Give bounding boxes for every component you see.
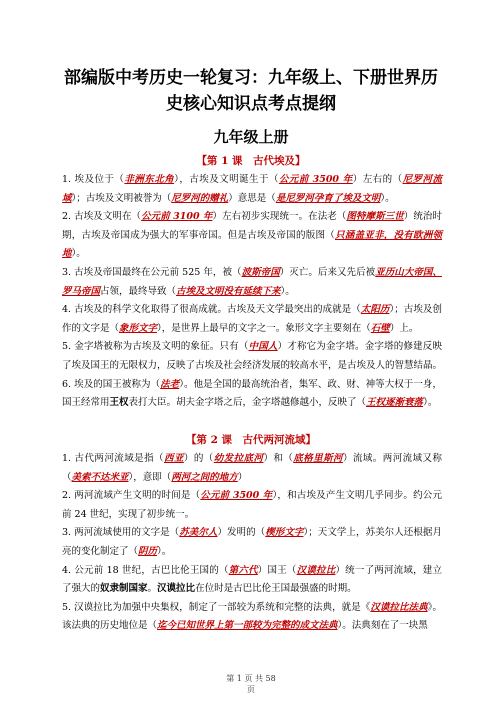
key-term-highlight: 图特摩斯三世 — [346, 211, 404, 223]
key-point-paragraph — [62, 524, 442, 561]
key-term-highlight: 太阳历 — [360, 304, 390, 316]
body-text: ）和（ — [263, 453, 294, 464]
section-heading-lesson-2: 【第 2 课 古代两河流域】 — [185, 434, 317, 446]
body-text: ）；古埃及文明被誉为（ — [71, 192, 172, 204]
body-text: ）。他是全国的最高统治者，集军、政、财、神等大权于一身，国王经常用 — [62, 378, 442, 409]
key-term-highlight: 王权逐渐衰落 — [366, 397, 424, 409]
key-term-highlight: 是尼罗河孕育了埃及文明 — [275, 192, 381, 204]
key-point-paragraph — [62, 562, 442, 599]
key-point-paragraph — [62, 171, 442, 208]
body-text: ）。 — [280, 285, 295, 297]
body-text: ）左右的（ — [352, 174, 403, 185]
body-text: ）左右初步实现统一。在法老（ — [212, 211, 347, 223]
page-footer — [0, 673, 502, 695]
key-term-highlight: 只涵盖亚非，没有欧洲领地 — [62, 229, 442, 260]
key-term-highlight: 汉谟拉比法典 — [370, 601, 428, 613]
key-point-paragraph — [62, 487, 442, 524]
body-text: 5. 金字塔被称为古埃及文明的象征。只有（ — [62, 341, 249, 353]
body-text: 2. 古埃及文明在（ — [62, 211, 142, 223]
body-text: ）灭亡。后来又先后被 — [279, 266, 376, 278]
key-term-highlight: 美索不达米亚 — [71, 471, 129, 483]
body-text: 5. 汉谟拉比为加强中央集权，制定了一部较为系统和完整的法典，就是《 — [62, 601, 371, 613]
body-text: 1. 埃及位于（ — [62, 174, 125, 185]
lesson-1-points — [62, 171, 442, 413]
key-term-highlight: 尼罗河流域 — [62, 174, 442, 204]
key-term-highlight: 波斯帝国 — [241, 266, 280, 278]
page-number-suffix: 页 — [247, 685, 255, 694]
key-term-highlight: 法老 — [160, 378, 180, 390]
body-text: 2. 两河流域产生文明的时间是（ — [62, 490, 201, 502]
key-term-highlight: 西亚 — [164, 453, 184, 464]
body-text: ）上。 — [389, 322, 419, 334]
key-term-highlight: 非洲东北角 — [124, 174, 175, 185]
key-term-highlight: 第六代 — [228, 564, 258, 576]
body-text: 4. 公元前 18 世纪，古巴比伦王国的（ — [62, 564, 229, 576]
body-text: ）。 — [157, 545, 172, 557]
key-point-paragraph — [62, 599, 442, 636]
key-point-paragraph — [62, 376, 442, 413]
body-text: ），和古埃及产生文明几乎同步。约公元前 24 世纪，实现了初步统一。 — [62, 490, 442, 520]
key-point-paragraph — [62, 338, 442, 375]
key-point-paragraph — [62, 301, 442, 338]
body-text: ）。 — [380, 192, 395, 204]
bold-term: 王权 — [109, 397, 129, 409]
key-term-highlight: 中国人 — [248, 341, 278, 353]
key-term-highlight: 象形文字 — [119, 322, 158, 334]
body-text: 3. 古埃及帝国最终在公元前 525 年，被（ — [62, 266, 242, 278]
body-text: ）统一了两河流域，建立了强大的 — [62, 564, 442, 595]
body-text: ）。 — [423, 397, 438, 409]
page-number: 第 1 页 共 58 — [226, 674, 276, 683]
key-term-highlight: 楔形文字 — [265, 527, 304, 539]
key-term-highlight: 幼发拉底河 — [213, 453, 264, 464]
key-term-highlight: 公元前 3100 年 — [141, 211, 213, 223]
key-point-paragraph — [62, 208, 442, 264]
key-term-highlight: 亚历山大帝国、罗马帝国 — [62, 266, 442, 297]
key-term-highlight: 汉谟拉比 — [296, 564, 336, 576]
body-text: 》。该法典的历史地位是（ — [62, 601, 442, 632]
key-term-highlight: 底格里斯河 — [293, 453, 343, 464]
page-title-line-1: 部编版中考历史一轮复习：九年级上、下册世界历 — [64, 68, 438, 88]
body-text: ）发明的（ — [217, 527, 266, 539]
body-text: ）统治时期，古埃及帝国成为强大的军事帝国。但是古埃及帝国的版图（ — [62, 211, 442, 241]
body-text: 表打大臣。胡夫金字塔之后，金字塔越修越小，反映了（ — [128, 397, 367, 409]
body-text: 3. 两河流域使用的文字是（ — [62, 527, 180, 539]
body-text: ）。法典刻在了一块黑 — [337, 620, 428, 632]
bold-term: 汉谟拉比 — [157, 583, 196, 595]
body-text: 4. 古埃及的科学文化取得了很高成就。古埃及天文学最突出的成就是（ — [62, 304, 361, 316]
body-text: ）流域。两河流域又称（ — [62, 453, 442, 483]
lesson-2-points — [62, 450, 442, 636]
volume-subtitle: 九年级上册 — [213, 128, 289, 146]
body-text: 1. 古代两河流域是指（ — [62, 453, 164, 464]
key-point-paragraph — [62, 450, 442, 487]
body-text: ）意思是（ — [228, 192, 276, 204]
key-term-highlight: 公元前 3500 年 — [278, 174, 353, 185]
body-text: ）的（ — [183, 453, 214, 464]
body-text: ），意即（ — [128, 471, 172, 483]
body-text: 6. 埃及的国王被称为（ — [62, 378, 161, 390]
body-text: ）；天文学上，苏美尔人还根据月亮的变化制定了（ — [62, 527, 442, 557]
body-text: 在位时是古巴比伦王国最强盛的时期。 — [195, 583, 357, 595]
key-term-highlight: 两河之间的地方 — [171, 471, 238, 483]
body-text: ）才称它为金字塔。金字塔的修建反映了埃及国王的无限权力，反映了古埃及社会经济发展的较高水平，是古埃及人的智慧结晶。 — [62, 341, 443, 371]
key-term-highlight: 苏美尔人 — [179, 527, 218, 539]
page-title-line-2: 史核心知识点考点提纲 — [166, 94, 336, 114]
key-term-highlight: 古埃及文明没有延续下来 — [176, 285, 281, 297]
body-text: 占领，最终导致（ — [100, 285, 177, 297]
key-term-highlight: 公元前 3500 年 — [200, 490, 273, 502]
bold-term: 奴隶制国家 — [100, 583, 148, 595]
key-term-highlight: 尼罗河的赠礼 — [171, 192, 229, 204]
body-text: ） — [237, 471, 248, 483]
key-term-highlight: 石壁 — [370, 322, 390, 334]
key-point-paragraph — [62, 264, 442, 301]
body-text: ），是世界上最早的文字之一。象形文字主要刻在（ — [157, 322, 371, 334]
section-heading-lesson-1: 【第 1 课 古代埃及】 — [196, 155, 306, 167]
key-term-highlight: 阴历 — [138, 545, 158, 557]
body-text: ）国王（ — [257, 564, 297, 576]
body-text: ），古埃及文明诞生于（ — [174, 174, 279, 185]
key-term-highlight: 迄今已知世界上第一部较为完整的成文法典 — [157, 620, 338, 632]
body-text: ）。 — [71, 248, 86, 260]
body-text: ）；古埃及创作的文字是（ — [62, 304, 442, 334]
body-text: 。 — [147, 583, 158, 595]
